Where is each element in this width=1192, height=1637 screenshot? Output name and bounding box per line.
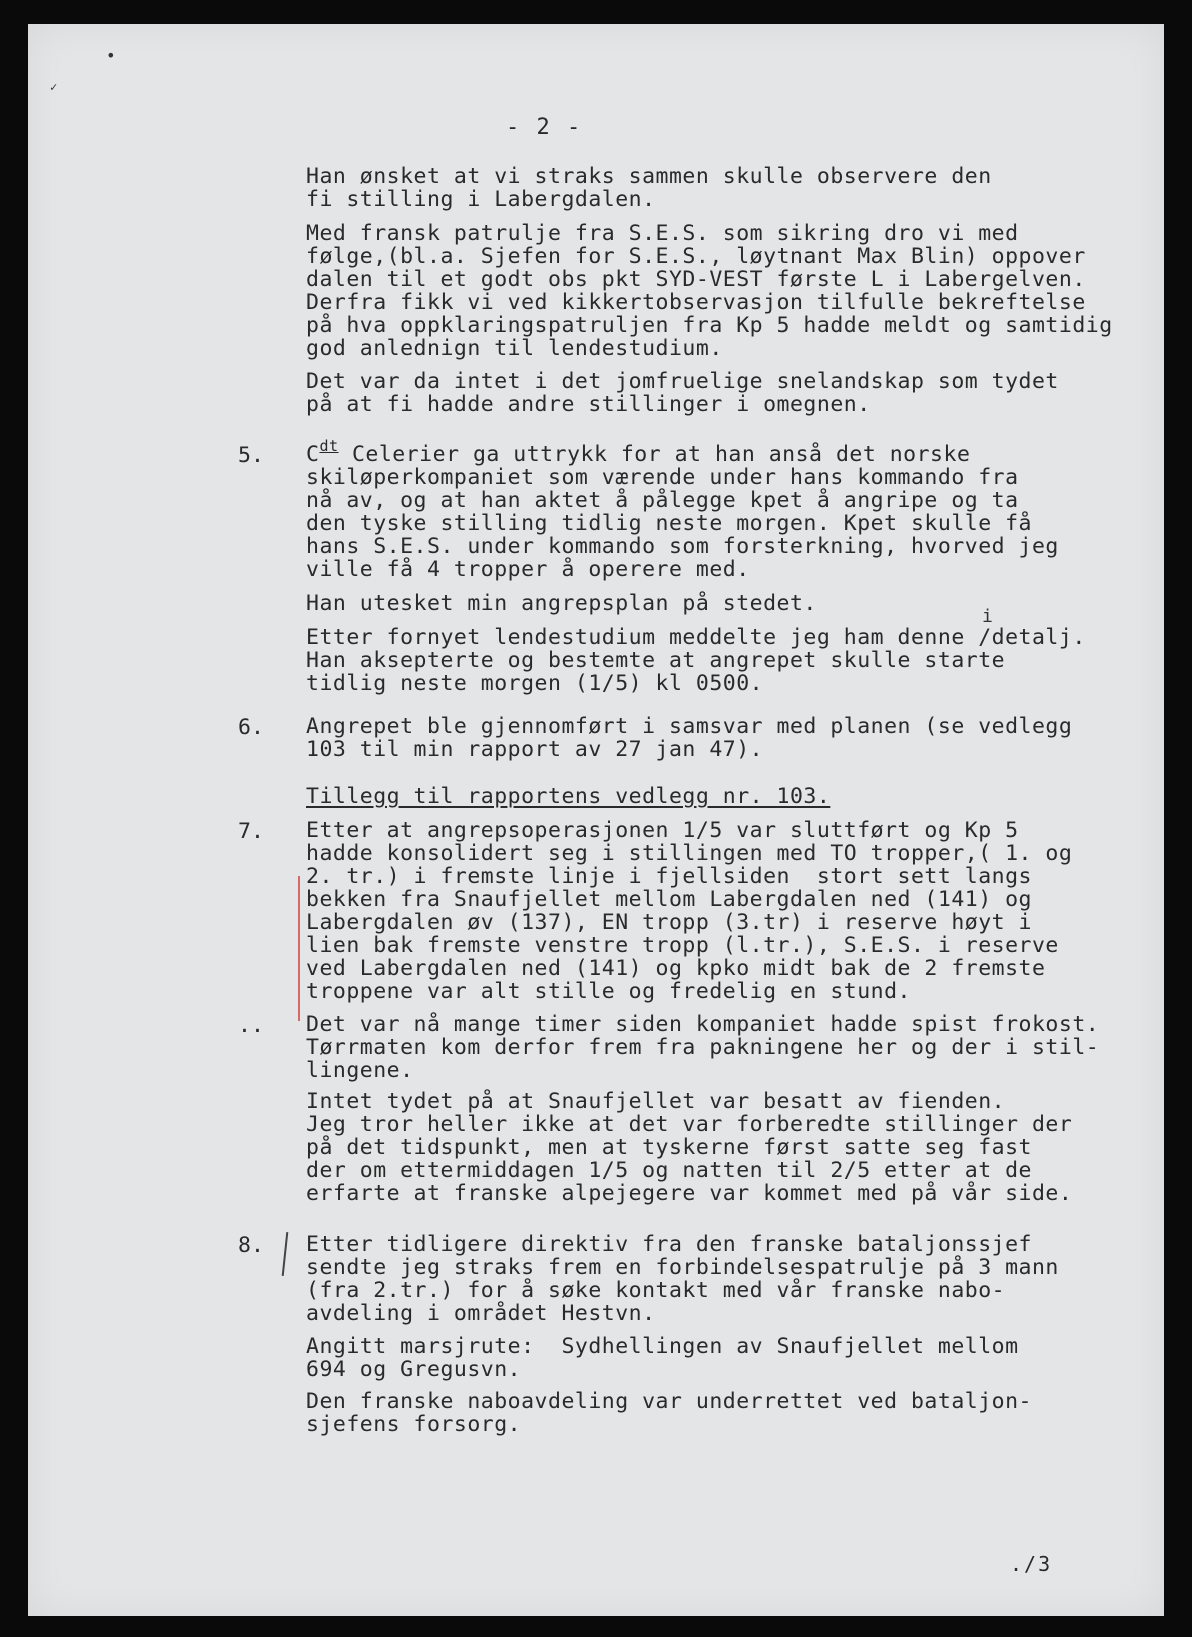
text-line: hadde konsolidert seg i stillingen med TO tropper,( 1. og [306,841,1073,866]
text-line: 103 til min rapport av 27 jan 47). [306,737,764,762]
text-prefix: C [306,442,320,467]
text-line: ved Labergdalen ned (141) og kpko midt bak de 2 fremste [306,956,1046,981]
paragraph-number: 8. [238,1233,264,1258]
paragraph-number: 7. [238,819,264,844]
text-line: Etter fornyet lendestudium meddelte jeg ham denne /detalj. [306,625,1086,650]
text-line: Han utesket min angrepsplan på stedet. [306,591,817,616]
text-line: troppene var alt stille og fredelig en stund. [306,979,911,1004]
text-line: Det var nå mange timer siden kompaniet hadde spist frokost. [306,1012,1100,1037]
text-line: nå av, og at han aktet å pålegge kpet å angripe og ta [306,488,1019,513]
text-line: ville få 4 tropper å operere med. [306,557,750,582]
text-line: Etter tidligere direktiv fra den franske bataljonssjef [306,1232,1032,1257]
corner-dot-mark: • [106,46,116,65]
paragraph-number: 6. [238,715,264,740]
text-line: Han aksepterte og bestemte at angrepet skulle starte [306,648,1006,673]
text-rest: Celerier ga uttrykk for at han anså det norske [338,442,971,467]
text-line: lien bak fremste venstre tropp (l.tr.), S.E.S. i reserve [306,933,1059,958]
text-line: avdeling i området Hestvn. [306,1301,656,1326]
text-line: Labergdalen øv (137), EN tropp (3.tr) i reserve høyt i [306,910,1032,935]
text-line: Derfra fikk vi ved kikkertobservasjon tilfulle bekreftelse [306,290,1086,315]
text-line: Etter at angrepsoperasjonen 1/5 var sluttført og Kp 5 [306,818,1019,843]
text-line: på hva oppklaringspatruljen fra Kp 5 hadde meldt og samtidig [306,313,1113,338]
text-line: tidlig neste morgen (1/5) kl 0500. [306,671,764,696]
handwritten-i-annotation: i [982,606,993,627]
red-margin-mark [298,876,300,1021]
text-line: Med fransk patrulje fra S.E.S. som sikring dro vi med [306,221,1019,246]
text-line: sendte jeg straks frem en forbindelsespatrulje på 3 mann [306,1255,1059,1280]
paragraph-number: .. [238,1013,264,1038]
text-line: Det var da intet i det jomfruelige snelandskap som tydet [306,369,1059,394]
superscript: dt [319,437,339,455]
page-number: - 2 - [506,115,583,140]
text-line: god anlednign til lendestudium. [306,336,723,361]
text-line: skiløperkompaniet som værende under hans kommando fra [306,465,1019,490]
text-line: lingene. [306,1058,414,1083]
text-line: der om ettermiddagen 1/5 og natten til 2/5 etter at de [306,1158,1032,1183]
text-line: Tørrmaten kom derfor frem fra pakningene her og der i stil- [306,1035,1100,1060]
text-line: på at fi hadde andre stillinger i omegnen. [306,392,871,417]
text-line: dalen til et godt obs pkt SYD-VEST første L i Labergelven. [306,267,1086,292]
text-line: hans S.E.S. under kommando som forsterkning, hvorved jeg [306,534,1059,559]
text-line: Angrepet ble gjennomført i samsvar med planen (se vedlegg [306,714,1073,739]
text-line: 2. tr.) i fremste linje i fjellsiden stort sett langs [306,864,1032,889]
text-line: 694 og Gregusvn. [306,1357,522,1382]
text-line: på det tidspunkt, men at tyskerne først satte seg fast [306,1135,1032,1160]
text-line: den tyske stilling tidlig neste morgen. Kpet skulle få [306,511,1032,536]
paragraph-number: 5. [238,443,264,468]
page-footer-continuation: ./3 [1010,1552,1053,1576]
text-line: sjefens forsorg. [306,1412,522,1437]
text-line: Angitt marsjrute: Sydhellingen av Snaufjellet mellom [306,1334,1019,1359]
text-line: Intet tydet på at Snaufjellet var besatt av fienden. [306,1089,1006,1114]
text-line: Tillegg til rapportens vedlegg nr. 103. [306,784,831,809]
text-line: følge,(bl.a. Sjefen for S.E.S., løytnant Max Blin) oppover [306,244,1086,269]
text-line: bekken fra Snaufjellet mellom Labergdalen ned (141) og [306,887,1032,912]
text-line: (fra 2.tr.) for å søke kontakt med vår franske nabo- [306,1278,1006,1303]
corner-check-mark: ✓ [50,80,58,94]
text-line: Jeg tror heller ikke at det var forberedte stillinger der [306,1112,1073,1137]
text-line: fi stilling i Labergdalen. [306,187,656,212]
text-line: Han ønsket at vi straks sammen skulle observere den [306,164,992,189]
text-line: erfarte at franske alpejegere var kommet med på vår side. [306,1181,1073,1206]
text-line: Den franske naboavdeling var underrettet ved bataljon- [306,1389,1032,1414]
